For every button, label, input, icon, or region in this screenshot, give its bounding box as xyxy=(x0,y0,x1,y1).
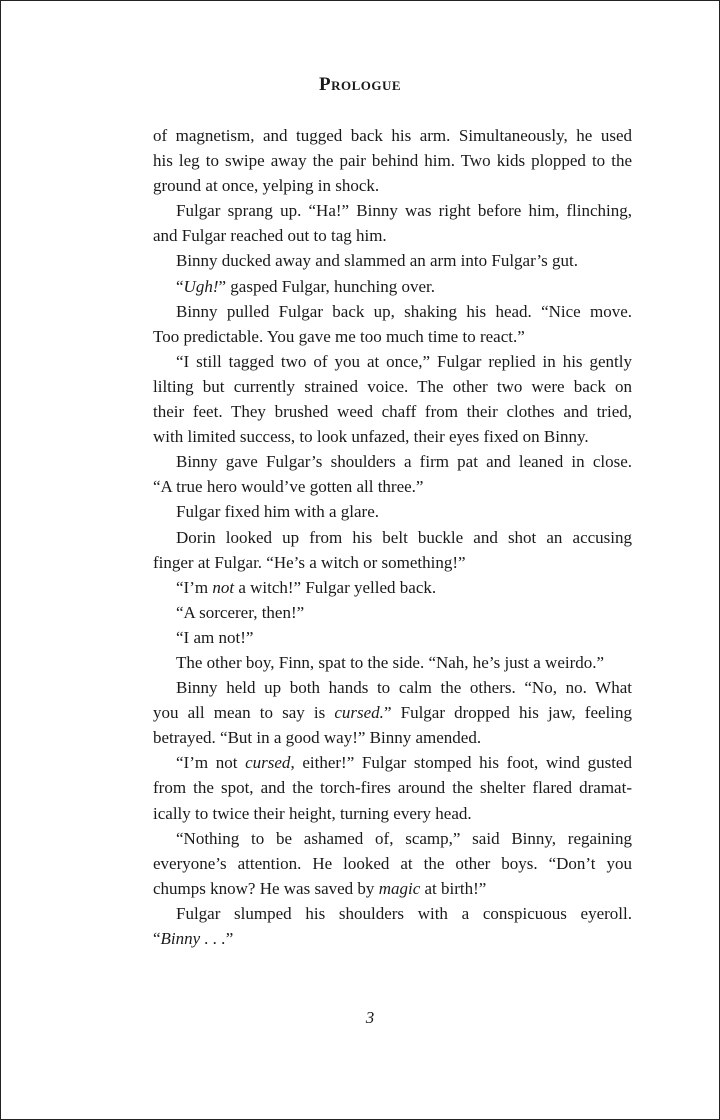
text-segment: Binny gave Fulgar’s shoulders a firm pat and leaned in close. xyxy=(176,452,632,472)
text-segment: a witch!” Fulgar yelled back. xyxy=(234,577,437,597)
italic-text: magic xyxy=(378,878,421,898)
text-segment: “A sorcerer, then!” xyxy=(176,602,305,622)
text-line xyxy=(153,399,632,424)
text-line xyxy=(153,173,632,198)
text-line xyxy=(153,123,632,148)
text-segment: Fulgar sprang up. “Ha!” Binny was right before him, flinching, xyxy=(176,201,632,221)
text-segment: “ xyxy=(153,929,161,948)
body-text xyxy=(153,123,632,951)
text-segment: Binny held up both hands to calm the others. “No, no. What xyxy=(176,678,632,698)
text-line xyxy=(153,299,632,324)
text-segment: ground at once, yelping in shock. xyxy=(153,176,380,196)
text-segment: ically to twice their height, turning every head. xyxy=(153,803,472,823)
text-line xyxy=(153,851,632,876)
text-segment: Too predictable. You gave me too much time to react.” xyxy=(153,326,525,346)
text-segment: and Fulgar reached out to tag him. xyxy=(153,226,387,246)
text-line xyxy=(153,801,632,826)
text-segment: Binny ducked away and slammed an arm into Fulgar’s gut. xyxy=(176,251,578,271)
text-line xyxy=(153,600,632,625)
text-segment: lilting but currently strained voice. The other two were back on xyxy=(153,376,632,396)
text-line xyxy=(153,198,632,223)
text-line xyxy=(153,324,632,349)
italic-text: Ugh! xyxy=(183,276,219,296)
text-line xyxy=(153,499,632,524)
text-line xyxy=(153,274,632,299)
text-segment: chumps know? He was saved by xyxy=(153,878,379,898)
text-line xyxy=(153,424,632,449)
text-line xyxy=(153,826,632,851)
italic-text: Binny . . . xyxy=(160,929,226,948)
text-segment: you all mean to say is xyxy=(153,703,335,723)
text-line xyxy=(153,148,632,173)
text-segment: from the spot, and the torch-fires around the shelter flared dramat- xyxy=(153,778,632,798)
text-segment: “ xyxy=(176,276,184,296)
text-segment: with limited success, to look unfazed, their eyes fixed on Binny. xyxy=(153,427,589,447)
text-segment: , either!” Fulgar stomped his foot, wind gusted xyxy=(290,753,632,773)
text-segment: everyone’s attention. He looked at the other boys. “Don’t you xyxy=(153,853,632,873)
text-line xyxy=(153,550,632,575)
text-line xyxy=(153,675,632,700)
text-segment: “I’m xyxy=(176,577,213,597)
text-line xyxy=(153,725,632,750)
text-line xyxy=(153,575,632,600)
text-segment: “A true hero would’ve gotten all three.” xyxy=(153,477,424,497)
chapter-heading: Prologue xyxy=(318,74,402,95)
text-line xyxy=(153,525,632,550)
text-segment: their feet. They brushed weed chaff from their clothes and tried, xyxy=(153,402,632,422)
text-line xyxy=(153,650,632,675)
text-segment: Binny pulled Fulgar back up, shaking his head. “Nice move. xyxy=(176,301,632,321)
text-segment: The other boy, Finn, spat to the side. “Nah, he’s just a weirdo.” xyxy=(176,652,605,672)
text-segment: ” xyxy=(225,929,234,948)
text-segment: his leg to swipe away the pair behind him. Two kids plopped to the xyxy=(153,151,632,171)
text-line xyxy=(153,926,632,951)
italic-text: cursed. xyxy=(334,703,384,723)
text-segment: “Nothing to be ashamed of, scamp,” said Binny, regaining xyxy=(176,828,632,848)
text-segment: of magnetism, and tugged back his arm. Simultaneously, he used xyxy=(153,126,632,145)
text-line xyxy=(153,876,632,901)
text-segment: “I am not!” xyxy=(176,627,254,647)
text-segment: Fulgar fixed him with a glare. xyxy=(176,502,380,522)
text-segment: Fulgar slumped his shoulders with a conspicuous eyeroll. xyxy=(176,903,632,923)
text-segment: “I’m not xyxy=(176,753,246,773)
text-line xyxy=(153,223,632,248)
italic-text: not xyxy=(212,577,235,597)
text-line xyxy=(153,750,632,775)
text-line xyxy=(153,349,632,374)
text-segment: ” Fulgar dropped his jaw, feeling xyxy=(383,703,632,723)
italic-text: cursed xyxy=(245,753,291,773)
text-segment: betrayed. “But in a good way!” Binny amended. xyxy=(153,728,482,748)
text-segment: ” gasped Fulgar, hunching over. xyxy=(218,276,435,296)
text-segment: “I still tagged two of you at once,” Fulgar replied in his gently xyxy=(176,351,632,371)
text-line xyxy=(153,474,632,499)
text-line xyxy=(153,248,632,273)
text-line xyxy=(153,775,632,800)
text-segment: Dorin looked up from his belt buckle and shot an accusing xyxy=(176,527,632,547)
text-line xyxy=(153,449,632,474)
text-segment: at birth!” xyxy=(420,878,487,898)
page-number: 3 xyxy=(365,1008,375,1027)
text-line xyxy=(153,700,632,725)
text-line xyxy=(153,901,632,926)
text-line xyxy=(153,625,632,650)
text-line xyxy=(153,374,632,399)
text-segment: finger at Fulgar. “He’s a witch or something!” xyxy=(153,552,466,572)
